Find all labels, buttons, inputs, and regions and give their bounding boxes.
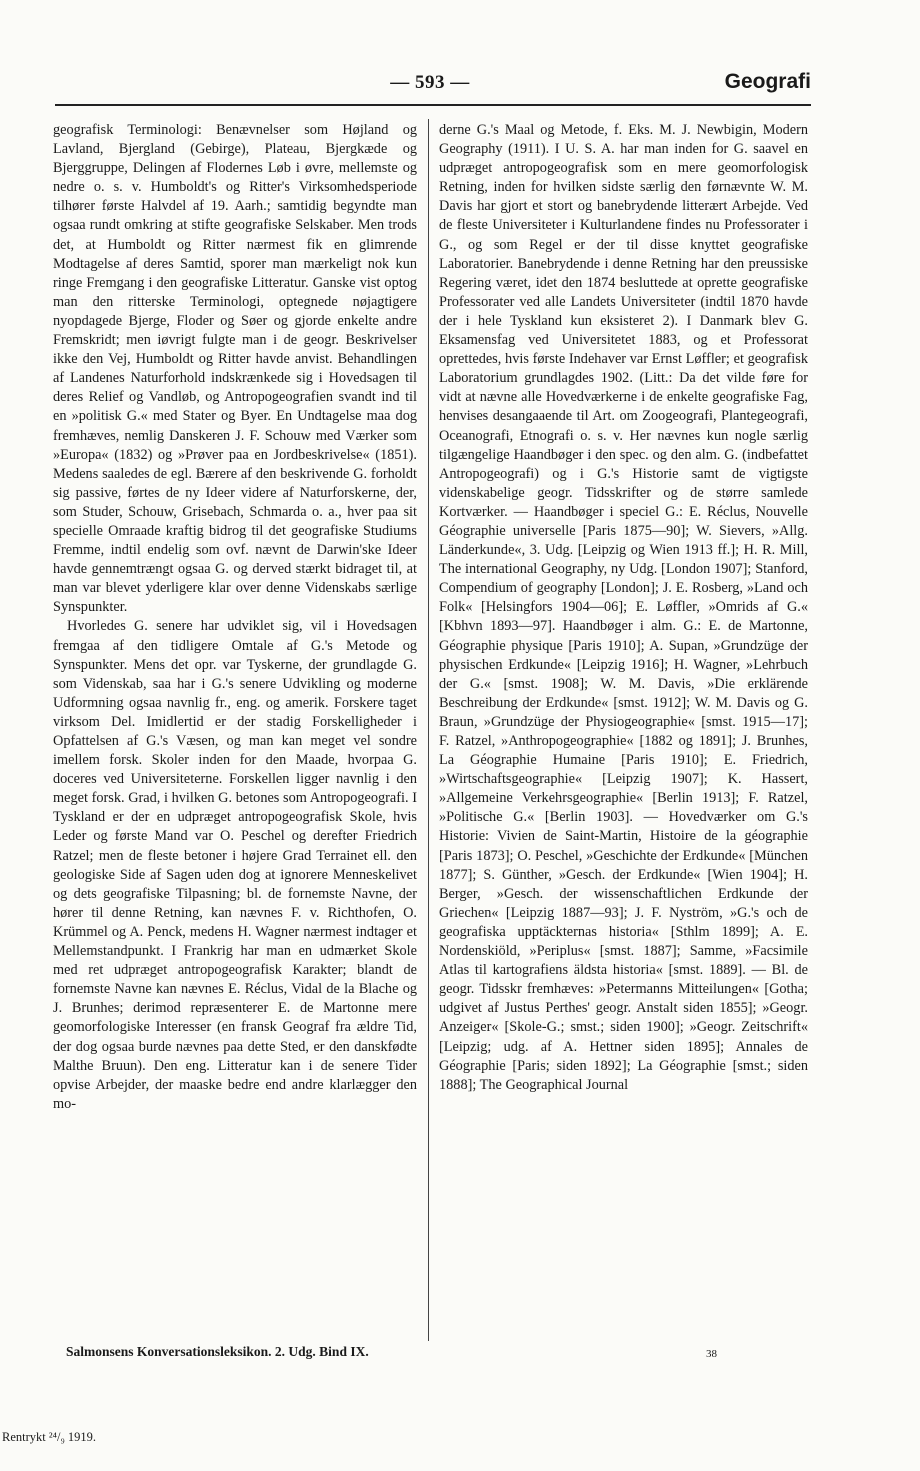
left-column	[53, 121, 417, 1339]
signature-mark: 38	[706, 1348, 717, 1360]
reprint-note: Rentrykt ²⁴/₉ 1919.	[2, 1430, 97, 1444]
right-column	[439, 121, 808, 1339]
running-title: Geografi	[724, 70, 811, 93]
header-rule	[55, 104, 811, 106]
left-paragraph-1: geografisk Terminologi: Benævnelser som Højland og Lavland, Bjergland (Gebirge), Plateau, Bjergkæde og Bjerggruppe, Delingen af Flodernes Løb i øvre, mellemste og nedre o. s. v. Humboldt's og Ritter's Virksomhedsperiode tilhører første Halvdel af 19. Aarh.; samtidig begyndte man ogsaa rundt omkring at stifte geografiske Selskaber. Men trods det, at Humboldt og Ritter nærmest fik en glimrende Modtagelse af deres Samtid, sporer man mærkeligt nok kun ringe Fremgang i den geografiske Litteratur. Ganske vist optog man den ritterske Terminologi, optegnede nøjagtigere nyopdagede Bjerge, Floder og Søer og gjorde enkelte andre Fremskridt; men iøvrigt fulgte man i de geogr. Beskrivelser ikke den Vej, Humboldt og Ritter havde anvist. Behandlingen af Landenes Naturforhold indskrænkede sig i Hovedsagen til deres Relief og Vandløb, og Antropogeografien svandt ind til en »politisk G.« med Stater og Byer. En Undtagelse maa dog fremhæves, nemlig Danskeren J. F. Schouw med Værker som »Europa« (1832) og »Prøver paa en Jordbeskrivelse« (1851). Medens saaledes de egl. Bærere af den beskrivende G. forholdt sig passive, førtes de ny Ideer videre af Naturforskerne, der, som Studer, Schouw, Grisebach, Schmarda o. a., hver paa sit specielle Omraade kraftig bidrog til det geografiske Studiums Fremme, indtil endelig som ovf. nævnt de Darwin'ske Ideer havde gennemtrængt ogsaa G. og derved stærkt bidraget til, at man var blevet yderligere klar over denne Videnskabs særlige Synspunkter.	[53, 122, 417, 616]
page-header	[55, 72, 811, 98]
right-paragraph-1: derne G.'s Maal og Metode, f. Eks. M. J. Newbigin, Modern Geography (1911). I U. S. A. har man inden for G. saavel en udpræget antropogeografisk som en mere geomorfologisk Retning, inden for hvilken sidste særlig den førnævnte W. M. Davis har gjort et stort og banebrydende litterært Arbejde. Ved de fleste Universiteter i Kulturlandene findes nu Professorater i G., og som Regel er der til disse knyttet geografiske Laboratorier. Banebrydende i denne Retning har den preussiske Regering været, idet den 1874 besluttede at oprette geografiske Professorater ved alle Landets Universiteter (indtil 1870 havde der i hele Tyskland kun eksisteret 2). I Danmark blev G. Eksamensfag ved Universitetet 1883, og et Professorat oprettedes, hvis første Indehaver var Ernst Løffler; et geografisk Laboratorium grundlagdes 1902. (Litt.: Da det vilde føre for vidt at nævne alle Hovedværkerne i de enkelte geografiske Fag, henvises desangaaende til Art. om Zoogeografi, Plantegeografi, Oceanografi, Etnografi o. s. v. Her nævnes kun nogle særlig tilgængelige Haandbøger i den spec. og den alm. G. (indbefattet Antropogeografi) og i G.'s Historie samt de vigtigste videnskabelige geogr. Tidsskrifter og de større samlede Kortværker. — Haandbøger i speciel G.: E. Réclus, Nouvelle Géographie universelle [Paris 1875—90]; W. Sievers, »Allg. Länderkunde«, 3. Udg. [Leipzig og Wien 1913 ff.]; H. R. Mill, The international Geography, ny Udg. [London 1907]; Stanford, Compendium of geography [London]; J. E. Rosberg, »Land och Folk« [Helsingfors 1904—06]; E. Løffler, »Omrids af G.« [Kbhvn 1893—97]. Haandbøger i alm. G.: E. de Martonne, Géographie physique [Paris 1910]; A. Supan, »Grundzüge der physischen Erdkunde« [Leipzig 1916]; H. Wagner, »Lehrbuch der G.« [smst. 1908]; W. M. Davis, »Die erklärende Beschreibung der Erdkunde« [smst. 1912]; W. M. Davis og G. Braun, »Grundzüge der Physiogeographie« [smst. 1915—17]; F. Ratzel, »Anthropogeographie« [1882 og 1891]; J. Brunhes, La Géographie Humaine [Paris 1910]; E. Friedrich, »Wirtschaftsgeographie« [Leipzig 1907]; K. Hassert, »Allgemeine Verkehrsgeographie« [Berlin 1913]; F. Ratzel, »Politische G.« [Berlin 1903]. — Hovedværker om G.'s Historie: Vivien de Saint-Martin, Histoire de la géographie [Paris 1873]; O. Peschel, »Geschichte der Erdkunde« [München 1877]; S. Günther, »Gesch. der Erdkunde« [Wien 1904]; H. Berger, »Gesch. der wissenschaftlichen Erdkunde der Griechen« [Leipzig 1887—93]; J. F. Nyström, »G.'s och de geografiska upptäckternas historia« [Sthlm 1899]; A. E. Nordenskiöld, »Periplus« [smst. 1887]; Samme, »Facsimile Atlas til kartografiens äldsta historia« [smst. 1889]. — Bl. de geogr. Tidsskr fremhæves: »Petermanns Mitteilungen« [Gotha; udgivet af Justus Perthes' geogr. Anstalt siden 1855]; »Geogr. Anzeiger« [Skole-G.; smst.; siden 1900]; »Geogr. Zeitschrift« [Leipzig; udg. af A. Hettner siden 1895]; Annales de Géographie [Paris; siden 1892]; La Géographie [smst.; siden 1888]; The Geographical Journal	[439, 122, 808, 1093]
left-paragraph-2: Hvorledes G. senere har udviklet sig, vil i Hovedsagen fremgaa af den tidligere Omtale af G.'s Metode og Synspunkter. Mens det opr. var Tyskerne, der grundlagde G. som Videnskab, saa har i G.'s senere Udvikling og moderne Udformning ogsaa navnlig fr., eng. og amerik. Forskere taget virksom Del. Imidlertid er der stadig Forskelligheder i Opfattelsen af G.'s Væsen, og man kan meget vel sondre imellem forsk. Skoler inden for den Maade, hvorpaa G. doceres ved Universiteterne. Forskellen ligger navnlig i den meget forsk. Grad, i hvilken G. betones som Antropogeografi. I Tyskland er der en udpræget antropogeografisk Skole, hvis Leder og første Mand var O. Peschel og derefter Friedrich Ratzel; men de fleste betoner i højere Grad Terrainet ell. den geologiske Side af Sagen uden dog at ignorere Menneskelivet og dets geografiske Tilpasning; bl. de fornemste Navne, der hører til denne Retning, kan nævnes F. v. Richthofen, O. Krümmel og A. Penck, medens H. Wagner nærmest indtager et Mellemstandpunkt. I Frankrig har man en udmærket Skole med ret udpræget antropogeografisk Karakter; blandt de fornemste Navne kan nævnes E. Réclus, Vidal de la Blache og J. Brunhes; derimod repræsenterer E. de Martonne mere geomorfologiske Interesser (en fransk Geograf fra ældre Tid, der dog ogsaa burde nævnes paa dette Sted, er den danskfødte Malthe Bruun). Den eng. Litteratur kan i de senere Tider opvise Arbejder, der maaske bedre end andre klarlægger den mo-	[53, 618, 417, 1112]
column-divider	[428, 119, 429, 1341]
page-number: — 593 —	[390, 72, 470, 93]
publication-line: Salmonsens Konversationsleksikon. 2. Udg. Bind IX.	[66, 1344, 369, 1359]
